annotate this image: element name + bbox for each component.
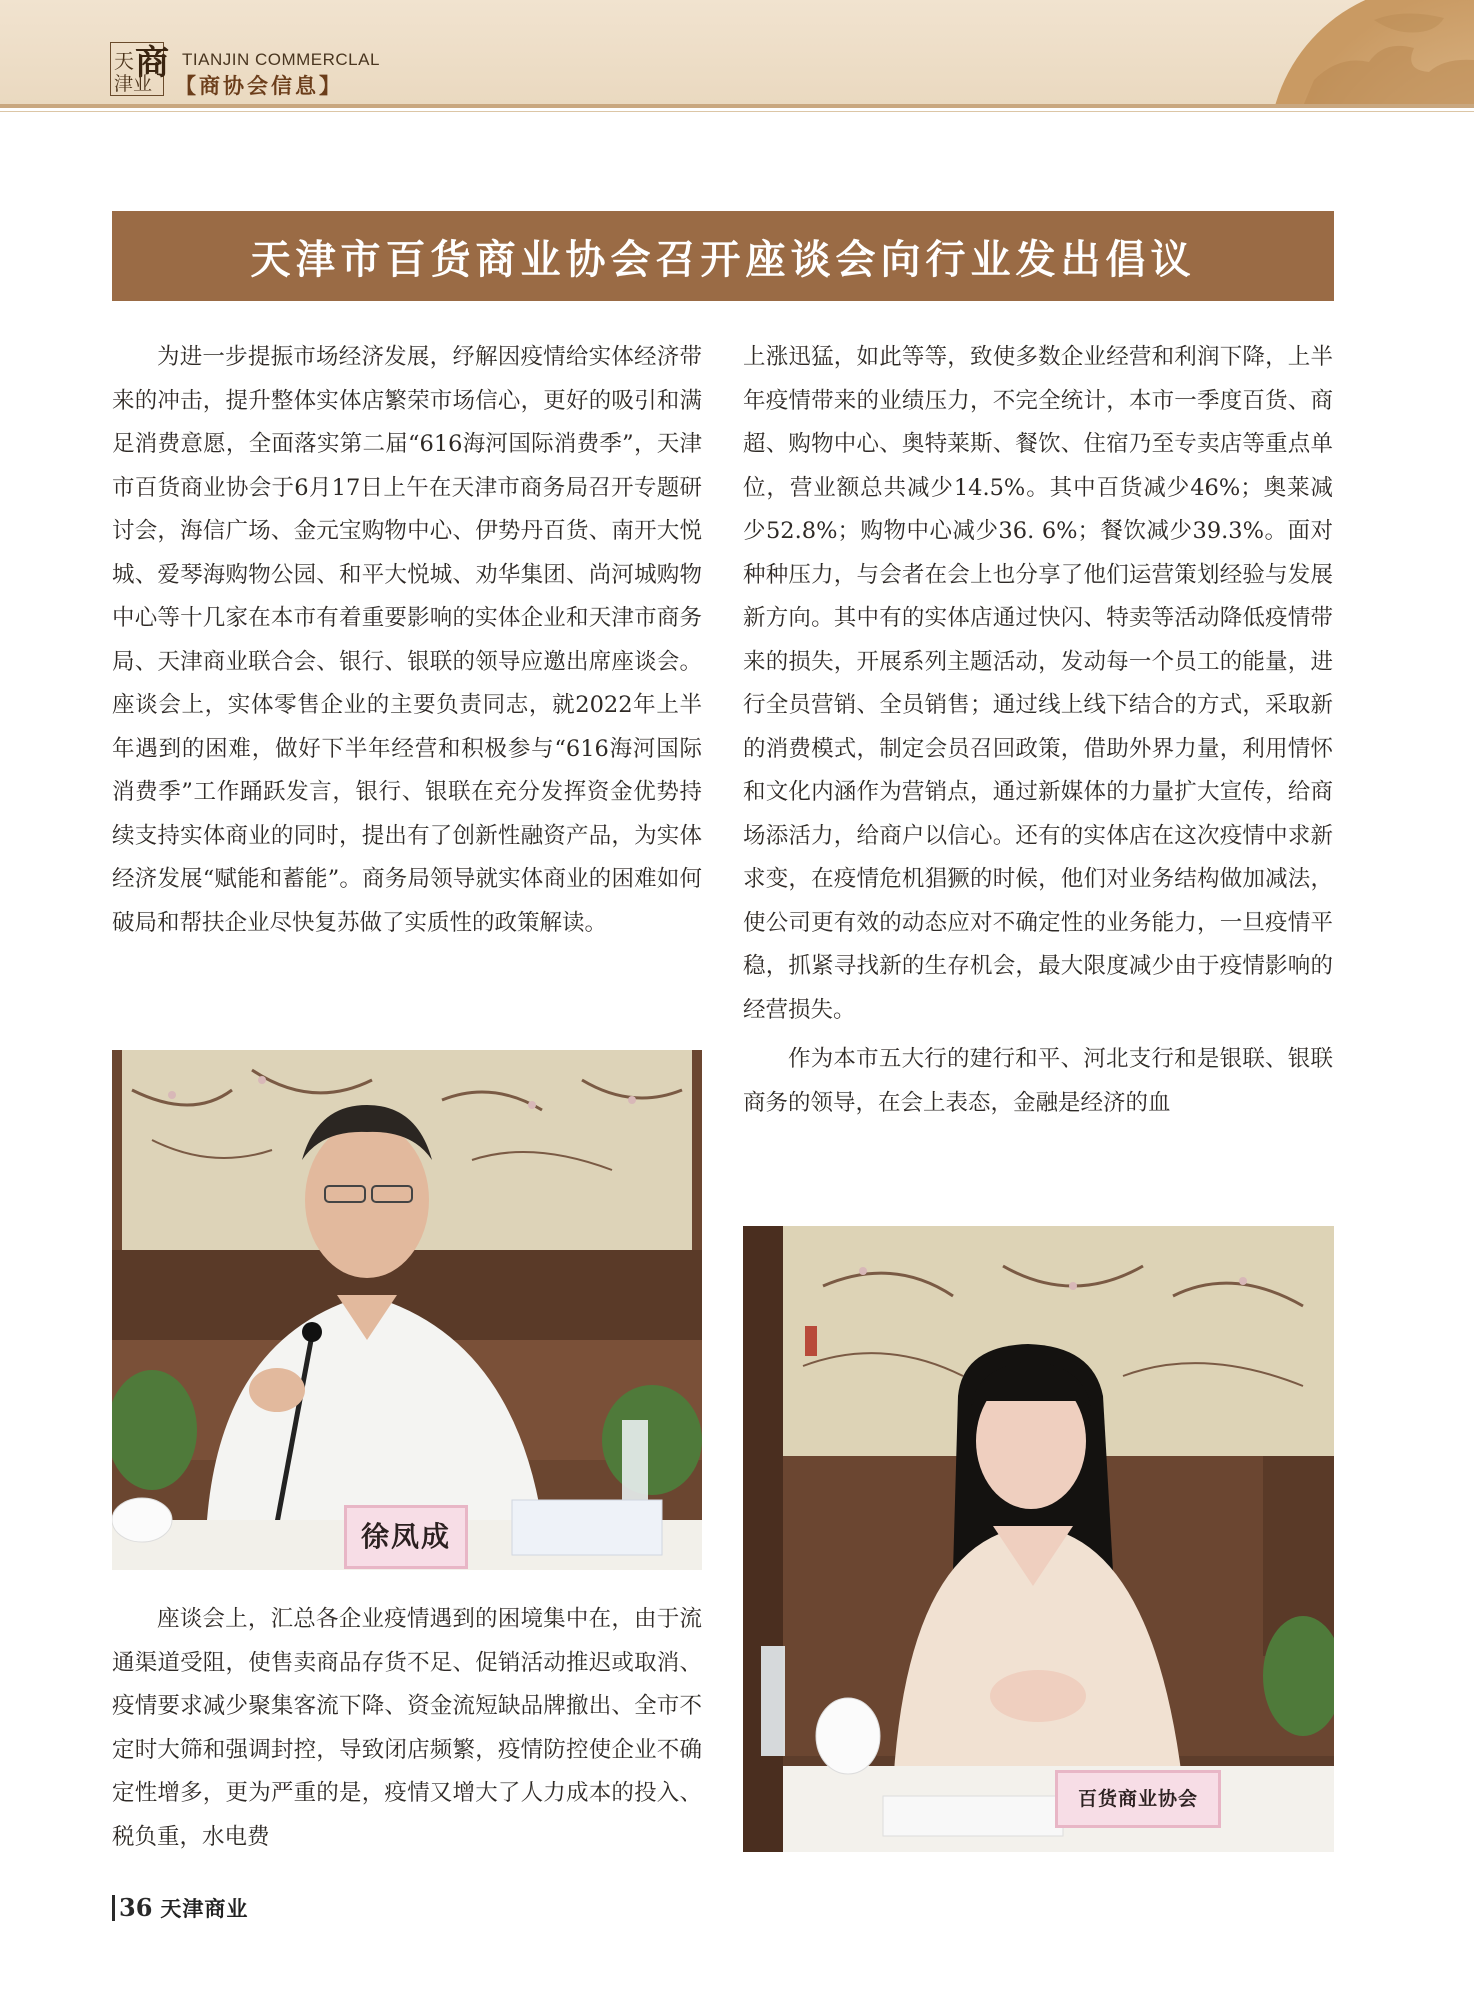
logo-char-jinye: 津业 bbox=[114, 73, 153, 95]
header-divider bbox=[0, 104, 1474, 108]
footer-magazine-name: 天津商业 bbox=[160, 1897, 249, 1921]
article-column-left-top bbox=[112, 336, 702, 945]
article-paragraph-2-continued: 上涨迅猛，如此等等，致使多数企业经营和利润下降，上半年疫情带来的业绩压力，不完全统计，本市一季度百货、商超、购物中心、奥特莱斯、餐饮、住宿乃至专卖店等重点单位，营业额总共减少14.5%。其中百货减少46%；奥莱减少52.8%；购物中心减少36. 6%；餐饮减少39.3%。面对种种压力，与会者在会上也分享了他们运营策划经验与发展新方向。其中有的实体店通过快闪、特卖等活动降低疫情带来的损失，开展系列主题活动，发动每一个员工的能量，进行全员营销、全员销售；通过线上线下结合的方式，采取新的消费模式，制定会员召回政策，借助外界力量，利用情怀和文化内涵作为营销点，通过新媒体的力量扩大宣传，给商场添活力，给商户以信心。还有的实体店在这次疫情中求新求变，在疫情危机猖獗的时候，他们对业务结构做加减法，使公司更有效的动态应对不确定性的业务能力，一旦疫情平稳，抓紧寻找新的生存机会，最大限度减少由于疫情影响的经营损失。 bbox=[743, 344, 1333, 1023]
article-title: 天津市百货商业协会召开座谈会向行业发出倡议 bbox=[250, 236, 1196, 283]
photo-speaker-man bbox=[112, 1050, 702, 1570]
article-column-left-bottom bbox=[112, 1598, 702, 1859]
globe-decoration-icon bbox=[1244, 0, 1474, 104]
photo-speaker-woman bbox=[743, 1226, 1334, 1852]
header-english-title: TIANJIN COMMERCLAL bbox=[182, 50, 380, 69]
article-paragraph-1: 为进一步提振市场经济发展，纾解因疫情给实体经济带来的冲击，提升整体实体店繁荣市场信心，更好的吸引和满足消费意愿，全面落实第二届“616海河国际消费季”，天津市百货商业协会于6月17日上午在天津市商务局召开专题研讨会，海信广场、金元宝购物中心、伊势丹百货、南开大悦城、爱琴海购物公园、和平大悦城、劝华集团、尚河城购物中心等十几家在本市有着重要影响的实体企业和天津市商务局、天津商业联合会、银行、银联的领导应邀出席座谈会。座谈会上，实体零售企业的主要负责同志，就2022年上半年遇到的困难，做好下半年经营和积极参与“616海河国际消费季”工作踊跃发言，银行、银联在充分发挥资金优势持续支持实体商业的同时，提出有了创新性融资产品，为实体经济发展“赋能和蓄能”。商务局领导就实体商业的困难如何破局和帮扶企业尽快复苏做了实质性的政策解读。 bbox=[112, 344, 702, 936]
logo-char-tian: 天 bbox=[114, 49, 134, 73]
article-column-right bbox=[743, 336, 1333, 1125]
page-number: 36 bbox=[112, 1895, 152, 1921]
article-paragraph-3: 作为本市五大行的建行和平、河北支行和是银联、银联商务的领导，在会上表态，金融是经济的血 bbox=[743, 1046, 1333, 1116]
header-section-label: 【商协会信息】 bbox=[175, 73, 343, 98]
page-header bbox=[0, 0, 1474, 104]
header-divider-thin bbox=[0, 111, 1474, 112]
nameplate-baihuo-association: 百货商业协会 bbox=[1055, 1770, 1221, 1828]
article-paragraph-2: 座谈会上，汇总各企业疫情遇到的困境集中在，由于流通渠道受阻，使售卖商品存货不足、促销活动推迟或取消、疫情要求减少聚集客流下降、资金流短缺品牌撤出、全市不定时大筛和强调封控，导致闭店频繁，疫情防控使企业不确定性增多，更为严重的是，疫情又增大了人力成本的投入、税负重，水电费 bbox=[112, 1606, 702, 1850]
article-title-bar bbox=[112, 211, 1334, 301]
logo-char-shang: 商 bbox=[135, 43, 169, 83]
page-footer bbox=[112, 1893, 248, 1923]
magazine-logo bbox=[110, 42, 169, 96]
nameplate-xu-fengcheng: 徐凤成 bbox=[344, 1505, 468, 1569]
